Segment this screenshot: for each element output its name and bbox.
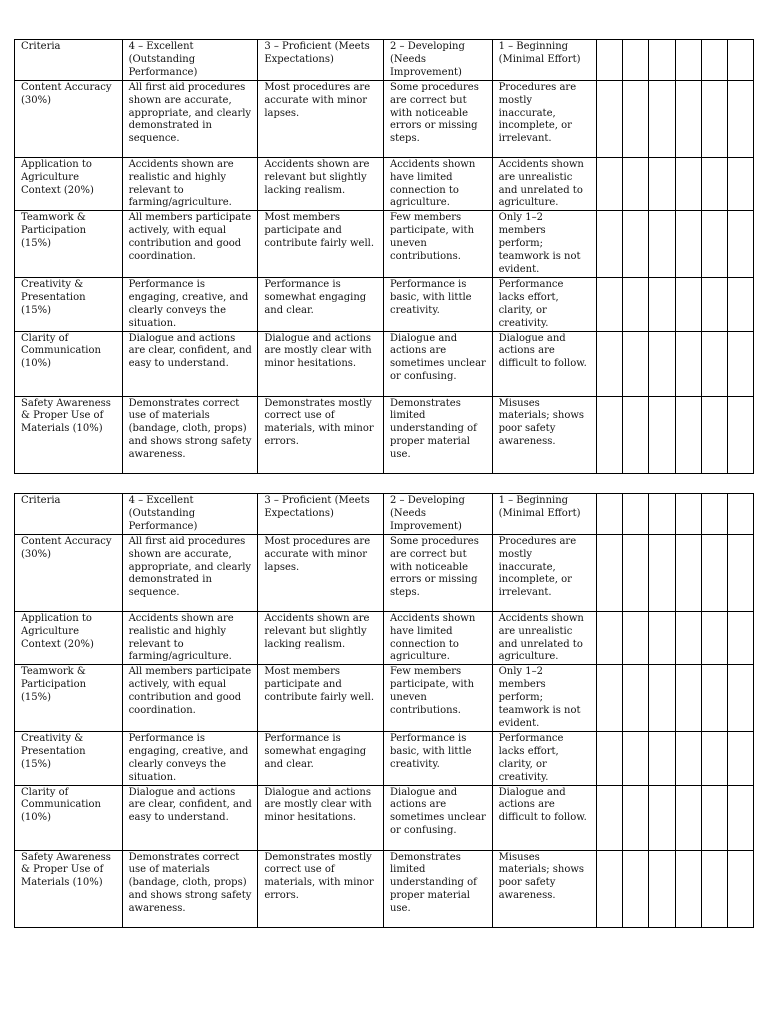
level-3-cell: Performance is somewhat engaging and clear. xyxy=(258,731,384,785)
table-row xyxy=(15,785,754,850)
score-cell[interactable] xyxy=(597,40,623,81)
score-cell[interactable] xyxy=(623,211,649,278)
score-cell[interactable] xyxy=(623,534,649,611)
rubric-table xyxy=(14,493,754,928)
score-cell[interactable] xyxy=(727,277,753,331)
level-2-cell: Demonstrates limited understanding of proper material use. xyxy=(383,396,492,473)
level-1-cell: Performance lacks effort, clarity, or creativity. xyxy=(492,277,597,331)
score-cell[interactable] xyxy=(623,277,649,331)
level-3-cell: Accidents shown are relevant but slightly lacking realism. xyxy=(258,157,384,211)
score-cell[interactable] xyxy=(649,731,675,785)
table-row xyxy=(15,611,754,665)
level-4-cell: Accidents shown are realistic and highly relevant to farming/agriculture. xyxy=(122,611,258,665)
score-cell[interactable] xyxy=(649,211,675,278)
score-cell[interactable] xyxy=(701,80,727,157)
level-4-cell: All members participate actively, with equal contribution and good coordination. xyxy=(122,665,258,732)
header-cell-developing: 2 – Developing (Needs Improvement) xyxy=(383,494,492,535)
score-cell[interactable] xyxy=(727,331,753,396)
score-cell[interactable] xyxy=(597,157,623,211)
score-cell[interactable] xyxy=(727,611,753,665)
score-cell[interactable] xyxy=(649,611,675,665)
level-4-cell: Performance is engaging, creative, and clearly conveys the situation. xyxy=(122,277,258,331)
header-cell-proficient: 3 – Proficient (Meets Expectations) xyxy=(258,494,384,535)
score-cell[interactable] xyxy=(623,850,649,927)
score-cell[interactable] xyxy=(701,611,727,665)
score-cell[interactable] xyxy=(649,665,675,732)
score-cell[interactable] xyxy=(623,80,649,157)
score-cell[interactable] xyxy=(675,850,701,927)
level-2-cell: Performance is basic, with little creativity. xyxy=(383,277,492,331)
score-cell[interactable] xyxy=(701,534,727,611)
score-cell[interactable] xyxy=(597,331,623,396)
score-cell[interactable] xyxy=(701,40,727,81)
score-cell[interactable] xyxy=(675,80,701,157)
criteria-cell: Teamwork & Participation (15%) xyxy=(15,211,123,278)
score-cell[interactable] xyxy=(623,331,649,396)
level-2-cell: Some procedures are correct but with noticeable errors or missing steps. xyxy=(383,80,492,157)
table-row xyxy=(15,850,754,927)
score-cell[interactable] xyxy=(727,157,753,211)
score-cell[interactable] xyxy=(649,80,675,157)
score-cell[interactable] xyxy=(597,211,623,278)
criteria-cell: Application to Agriculture Context (20%) xyxy=(15,157,123,211)
table-row xyxy=(15,211,754,278)
table-row xyxy=(15,731,754,785)
score-cell[interactable] xyxy=(727,40,753,81)
score-cell[interactable] xyxy=(649,331,675,396)
criteria-cell: Teamwork & Participation (15%) xyxy=(15,665,123,732)
header-cell-criteria: Criteria xyxy=(15,494,123,535)
header-cell-beginning: 1 – Beginning (Minimal Effort) xyxy=(492,494,597,535)
level-3-cell: Most procedures are accurate with minor lapses. xyxy=(258,80,384,157)
level-1-cell: Performance lacks effort, clarity, or creativity. xyxy=(492,731,597,785)
level-4-cell: Demonstrates correct use of materials (bandage, cloth, props) and shows strong safety awareness. xyxy=(122,850,258,927)
score-cell[interactable] xyxy=(623,665,649,732)
score-cell[interactable] xyxy=(727,850,753,927)
score-cell[interactable] xyxy=(701,850,727,927)
score-cell[interactable] xyxy=(623,40,649,81)
score-cell[interactable] xyxy=(675,277,701,331)
score-cell[interactable] xyxy=(623,396,649,473)
level-1-cell: Only 1–2 members perform; teamwork is not evident. xyxy=(492,211,597,278)
level-2-cell: Accidents shown have limited connection to agriculture. xyxy=(383,157,492,211)
score-cell[interactable] xyxy=(727,785,753,850)
score-cell[interactable] xyxy=(675,396,701,473)
level-3-cell: Most members participate and contribute fairly well. xyxy=(258,211,384,278)
score-cell[interactable] xyxy=(675,494,701,535)
level-3-cell: Most procedures are accurate with minor lapses. xyxy=(258,534,384,611)
level-1-cell: Misuses materials; shows poor safety awareness. xyxy=(492,850,597,927)
level-1-cell: Dialogue and actions are difficult to follow. xyxy=(492,331,597,396)
score-cell[interactable] xyxy=(597,494,623,535)
level-3-cell: Demonstrates mostly correct use of materials, with minor errors. xyxy=(258,850,384,927)
score-cell[interactable] xyxy=(623,731,649,785)
table-row xyxy=(15,534,754,611)
score-cell[interactable] xyxy=(675,211,701,278)
score-cell[interactable] xyxy=(649,494,675,535)
level-3-cell: Demonstrates mostly correct use of materials, with minor errors. xyxy=(258,396,384,473)
table-row xyxy=(15,331,754,396)
score-cell[interactable] xyxy=(727,665,753,732)
criteria-cell: Creativity & Presentation (15%) xyxy=(15,277,123,331)
level-1-cell: Accidents shown are unrealistic and unrelated to agriculture. xyxy=(492,611,597,665)
score-cell[interactable] xyxy=(649,850,675,927)
level-2-cell: Some procedures are correct but with noticeable errors or missing steps. xyxy=(383,534,492,611)
score-cell[interactable] xyxy=(597,396,623,473)
score-cell[interactable] xyxy=(597,534,623,611)
criteria-cell: Creativity & Presentation (15%) xyxy=(15,731,123,785)
header-cell-developing: 2 – Developing (Needs Improvement) xyxy=(383,40,492,81)
score-cell[interactable] xyxy=(623,785,649,850)
score-cell[interactable] xyxy=(675,785,701,850)
criteria-cell: Safety Awareness & Proper Use of Materials (10%) xyxy=(15,396,123,473)
score-cell[interactable] xyxy=(597,611,623,665)
level-4-cell: Dialogue and actions are clear, confident, and easy to understand. xyxy=(122,331,258,396)
score-cell[interactable] xyxy=(649,534,675,611)
score-cell[interactable] xyxy=(727,211,753,278)
score-cell[interactable] xyxy=(649,396,675,473)
header-cell-excellent: 4 – Excellent (Outstanding Performance) xyxy=(122,40,258,81)
score-cell[interactable] xyxy=(727,534,753,611)
score-cell[interactable] xyxy=(623,157,649,211)
header-cell-beginning: 1 – Beginning (Minimal Effort) xyxy=(492,40,597,81)
score-cell[interactable] xyxy=(675,731,701,785)
level-1-cell: Procedures are mostly inaccurate, incomplete, or irrelevant. xyxy=(492,80,597,157)
level-2-cell: Performance is basic, with little creativity. xyxy=(383,731,492,785)
score-cell[interactable] xyxy=(727,731,753,785)
level-4-cell: All members participate actively, with equal contribution and good coordination. xyxy=(122,211,258,278)
score-cell[interactable] xyxy=(675,665,701,732)
score-cell[interactable] xyxy=(675,331,701,396)
level-1-cell: Procedures are mostly inaccurate, incomplete, or irrelevant. xyxy=(492,534,597,611)
level-4-cell: Accidents shown are realistic and highly relevant to farming/agriculture. xyxy=(122,157,258,211)
score-cell[interactable] xyxy=(597,731,623,785)
level-1-cell: Accidents shown are unrealistic and unrelated to agriculture. xyxy=(492,157,597,211)
score-cell[interactable] xyxy=(597,277,623,331)
level-3-cell: Dialogue and actions are mostly clear with minor hesitations. xyxy=(258,331,384,396)
score-cell[interactable] xyxy=(701,665,727,732)
score-cell[interactable] xyxy=(727,396,753,473)
table-row xyxy=(15,665,754,732)
table-row xyxy=(15,277,754,331)
criteria-cell: Safety Awareness & Proper Use of Materials (10%) xyxy=(15,850,123,927)
criteria-cell: Clarity of Communication (10%) xyxy=(15,331,123,396)
level-3-cell: Most members participate and contribute fairly well. xyxy=(258,665,384,732)
level-1-cell: Misuses materials; shows poor safety awareness. xyxy=(492,396,597,473)
rubric-table xyxy=(14,39,754,474)
score-cell[interactable] xyxy=(701,331,727,396)
score-cell[interactable] xyxy=(597,80,623,157)
criteria-cell: Content Accuracy (30%) xyxy=(15,80,123,157)
score-cell[interactable] xyxy=(727,494,753,535)
score-cell[interactable] xyxy=(623,611,649,665)
score-cell[interactable] xyxy=(675,40,701,81)
level-4-cell: All first aid procedures shown are accurate, appropriate, and clearly demonstrated in sequence. xyxy=(122,80,258,157)
level-4-cell: Dialogue and actions are clear, confident, and easy to understand. xyxy=(122,785,258,850)
score-cell[interactable] xyxy=(701,157,727,211)
criteria-cell: Clarity of Communication (10%) xyxy=(15,785,123,850)
level-3-cell: Performance is somewhat engaging and clear. xyxy=(258,277,384,331)
score-cell[interactable] xyxy=(701,277,727,331)
score-cell[interactable] xyxy=(727,80,753,157)
table-row xyxy=(15,157,754,211)
level-2-cell: Few members participate, with uneven contributions. xyxy=(383,665,492,732)
score-cell[interactable] xyxy=(701,396,727,473)
score-cell[interactable] xyxy=(701,785,727,850)
level-1-cell: Only 1–2 members perform; teamwork is not evident. xyxy=(492,665,597,732)
level-1-cell: Dialogue and actions are difficult to follow. xyxy=(492,785,597,850)
level-4-cell: All first aid procedures shown are accurate, appropriate, and clearly demonstrated in sequence. xyxy=(122,534,258,611)
score-cell[interactable] xyxy=(597,665,623,732)
level-4-cell: Performance is engaging, creative, and clearly conveys the situation. xyxy=(122,731,258,785)
criteria-cell: Application to Agriculture Context (20%) xyxy=(15,611,123,665)
score-cell[interactable] xyxy=(649,785,675,850)
header-row xyxy=(15,494,754,535)
score-cell[interactable] xyxy=(597,785,623,850)
score-cell[interactable] xyxy=(649,157,675,211)
level-2-cell: Few members participate, with uneven contributions. xyxy=(383,211,492,278)
score-cell[interactable] xyxy=(675,611,701,665)
table-row xyxy=(15,80,754,157)
header-cell-excellent: 4 – Excellent (Outstanding Performance) xyxy=(122,494,258,535)
level-2-cell: Accidents shown have limited connection to agriculture. xyxy=(383,611,492,665)
table-row xyxy=(15,396,754,473)
score-cell[interactable] xyxy=(649,40,675,81)
criteria-cell: Content Accuracy (30%) xyxy=(15,534,123,611)
score-cell[interactable] xyxy=(675,157,701,211)
level-3-cell: Accidents shown are relevant but slightly lacking realism. xyxy=(258,611,384,665)
level-4-cell: Demonstrates correct use of materials (bandage, cloth, props) and shows strong safety awareness. xyxy=(122,396,258,473)
header-cell-proficient: 3 – Proficient (Meets Expectations) xyxy=(258,40,384,81)
score-cell[interactable] xyxy=(701,731,727,785)
score-cell[interactable] xyxy=(649,277,675,331)
level-2-cell: Dialogue and actions are sometimes unclear or confusing. xyxy=(383,785,492,850)
score-cell[interactable] xyxy=(675,534,701,611)
score-cell[interactable] xyxy=(701,494,727,535)
level-3-cell: Dialogue and actions are mostly clear with minor hesitations. xyxy=(258,785,384,850)
score-cell[interactable] xyxy=(623,494,649,535)
header-cell-criteria: Criteria xyxy=(15,40,123,81)
score-cell[interactable] xyxy=(701,211,727,278)
header-row xyxy=(15,40,754,81)
level-2-cell: Dialogue and actions are sometimes unclear or confusing. xyxy=(383,331,492,396)
score-cell[interactable] xyxy=(597,850,623,927)
level-2-cell: Demonstrates limited understanding of proper material use. xyxy=(383,850,492,927)
